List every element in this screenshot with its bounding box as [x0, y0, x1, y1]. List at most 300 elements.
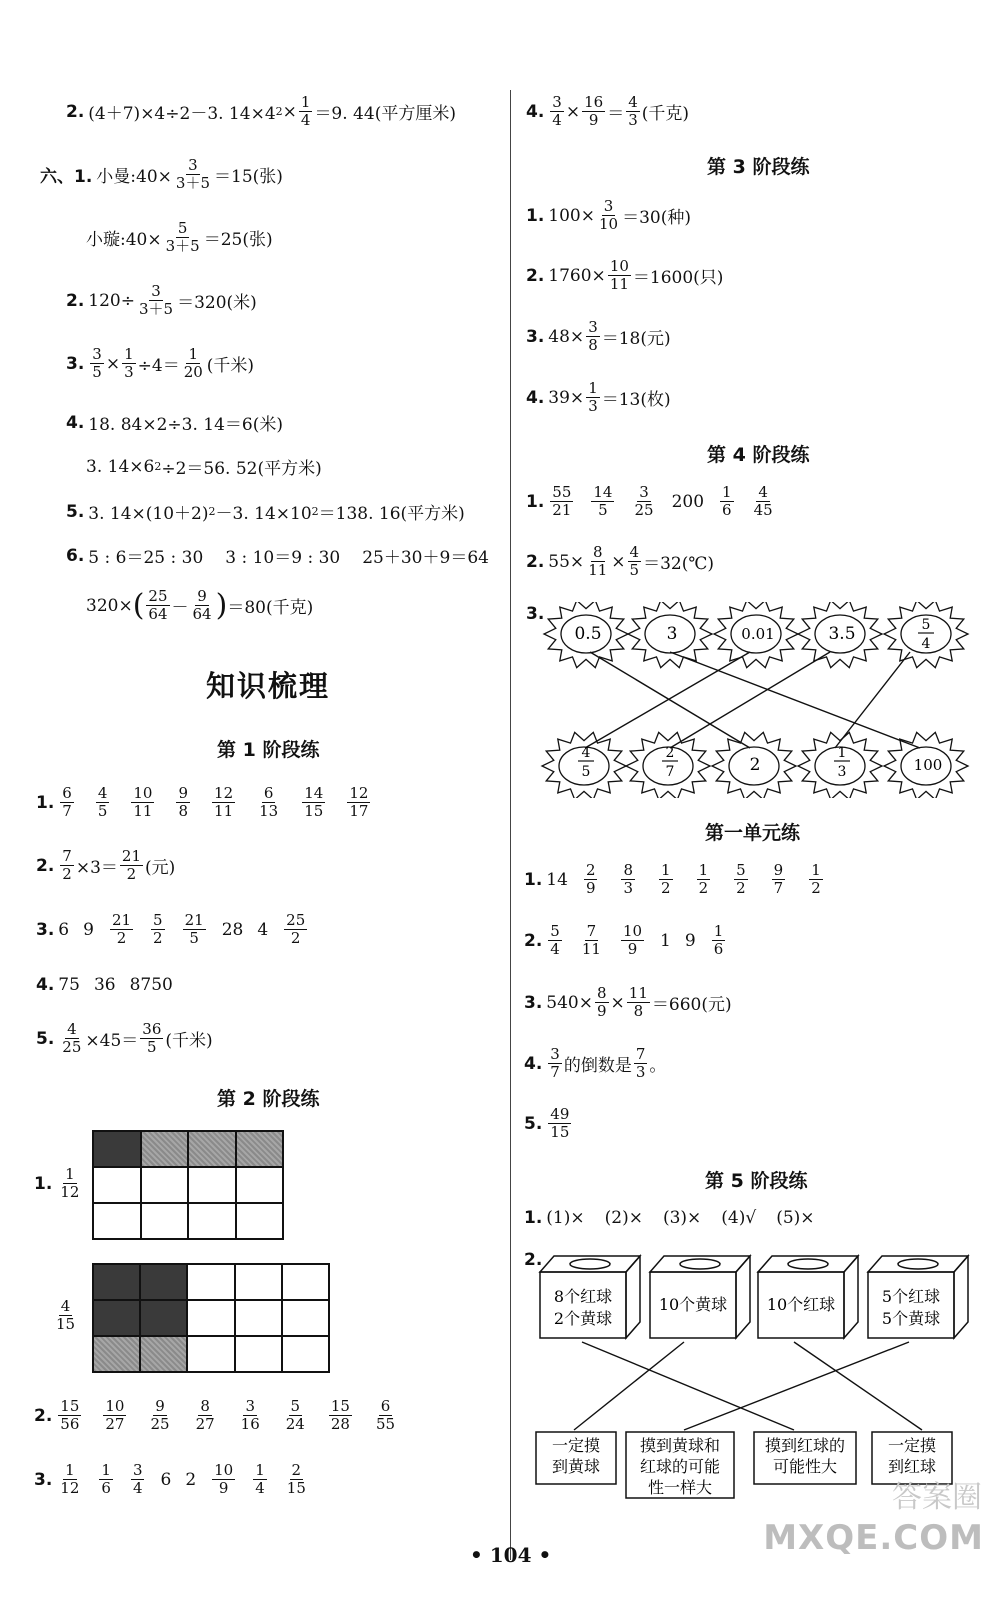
item-number: 5. [524, 1113, 543, 1134]
expr: ＝18(元) [601, 329, 671, 349]
numerator: 1 [65, 1461, 75, 1479]
item-number: 2. [66, 290, 85, 311]
fraction [58, 1398, 81, 1433]
fraction [634, 1046, 648, 1081]
item-number: 2. [34, 1405, 53, 1426]
fraction [734, 862, 748, 897]
denominator: 27 [105, 1415, 125, 1433]
grid-cell [187, 1264, 234, 1300]
fraction [329, 1398, 352, 1433]
grid-cell [282, 1300, 329, 1336]
answer-line [66, 410, 283, 435]
answer-label: 性一样大 [647, 1478, 713, 1497]
denominator: 6 [713, 940, 724, 958]
item-number: 2. [526, 551, 545, 572]
numerator: 7 [62, 847, 72, 865]
fraction [176, 785, 190, 820]
answer-line [526, 319, 671, 354]
fraction-grid-1-12 [92, 1130, 284, 1240]
numerator: 15 [330, 1397, 350, 1415]
numerator: 9 [155, 1397, 165, 1415]
denominator: 4 [132, 1479, 143, 1497]
exponent: 2 [275, 105, 283, 118]
answer-line [34, 1462, 310, 1497]
fraction [182, 346, 205, 381]
answer-line [526, 94, 689, 129]
expr: 的倒数是 [563, 1056, 632, 1076]
numerator: 5 [153, 911, 163, 929]
sun-label: 5 [921, 617, 931, 633]
denominator: 11 [133, 802, 153, 820]
denominator: 4 [255, 1479, 265, 1497]
fraction [151, 912, 165, 947]
box-side [954, 1256, 968, 1338]
page-number: • 104 • [470, 1543, 552, 1567]
fraction [597, 198, 620, 233]
numerator: 4 [628, 93, 638, 111]
numerator: 1 [811, 861, 821, 879]
numerator: 8 [623, 861, 634, 879]
watermark: MXQE.COM [763, 1518, 984, 1558]
watermark-logo: 答案圈 [892, 1480, 982, 1515]
numerator: 3 [588, 318, 598, 336]
answer-label: 到黄球 [551, 1457, 601, 1476]
item-number: 4. [526, 387, 545, 408]
fraction [586, 544, 609, 579]
denominator: 7 [550, 1063, 560, 1081]
answer-line [86, 220, 273, 255]
fraction [582, 94, 605, 129]
grid-cell [93, 1131, 141, 1167]
denominator: 6 [101, 1479, 111, 1497]
expr: 25＋30＋9＝64 [362, 548, 489, 568]
denominator: 9 [218, 1479, 229, 1497]
box-hole [570, 1259, 610, 1269]
fraction [146, 588, 169, 623]
fraction [621, 923, 644, 958]
numerator: 1 [713, 922, 724, 940]
value: 8750 [129, 975, 173, 995]
fraction [131, 1462, 145, 1497]
sun-label: 3 [666, 624, 678, 644]
numerator: 4 [758, 483, 768, 501]
exponent: 2 [311, 505, 319, 518]
grid-cell [93, 1300, 140, 1336]
grid-cell [187, 1300, 234, 1336]
box-label: 10个红球 [766, 1295, 836, 1314]
fraction [809, 862, 823, 897]
denominator: 3＋5 [175, 174, 210, 192]
denominator: 9 [588, 111, 599, 129]
answer-label: 一定摸 [887, 1436, 937, 1455]
judgement-item: (4)√ [721, 1208, 757, 1228]
denominator: 3＋5 [139, 300, 174, 318]
denominator: 17 [349, 802, 369, 820]
fraction [299, 94, 313, 129]
sun-label: 3.5 [828, 624, 856, 644]
sun-label: 7 [665, 764, 675, 780]
fraction [548, 1106, 571, 1141]
numerator: 3 [188, 156, 198, 174]
numerator: 10 [622, 922, 643, 940]
expr: ×3＝ [75, 858, 118, 878]
grid-cell [236, 1167, 284, 1203]
denominator: 4 [300, 111, 311, 129]
grid-cell [187, 1336, 234, 1372]
item-number: 4. [526, 101, 545, 122]
answer-line [66, 543, 489, 568]
expr: ＝320(米) [177, 293, 257, 313]
fraction [720, 484, 734, 519]
sun-label: 2 [749, 755, 761, 775]
item-number: 4. [66, 412, 85, 433]
fraction [595, 985, 609, 1020]
sun-label: 0.01 [741, 625, 775, 643]
numerator: 3 [550, 1045, 560, 1063]
expr: ＝13(枚) [601, 390, 671, 410]
item-number: 5. [36, 1028, 55, 1049]
sun-label: 1 [837, 745, 847, 761]
denominator: 9 [585, 879, 596, 897]
fraction [284, 912, 307, 947]
grid-cell [141, 1167, 189, 1203]
numerator: 5 [177, 219, 188, 237]
box-label: 10个黄球 [658, 1295, 728, 1314]
item-number: 2. [526, 265, 545, 286]
answer-line [526, 544, 714, 579]
expr: × [611, 551, 626, 572]
paren: ) [215, 587, 228, 623]
expr: ＝25(张) [203, 230, 273, 250]
sun-label: 2 [665, 745, 675, 761]
fraction [550, 484, 573, 519]
numerator: 9 [197, 587, 207, 605]
numerator: 10 [133, 784, 153, 802]
expr: ＝30(种) [622, 208, 691, 228]
item-number: 2. [36, 855, 55, 876]
fraction [548, 1046, 562, 1081]
box-hole [680, 1259, 720, 1269]
grid-cell [93, 1336, 140, 1372]
expr: 。 [649, 1056, 667, 1076]
denominator: 15 [550, 1123, 570, 1141]
judgement-list [546, 1208, 814, 1228]
fraction [285, 1462, 308, 1497]
grid-cell [93, 1167, 141, 1203]
answer-line [66, 94, 456, 129]
box-label: 8个红球 [553, 1287, 613, 1306]
numerator: 1 [124, 345, 134, 363]
item-number: 5. [66, 501, 85, 522]
fraction [584, 862, 598, 897]
fraction [137, 283, 175, 318]
answer-line [524, 862, 825, 897]
expr: × [282, 101, 297, 122]
denominator: 25 [150, 1415, 170, 1433]
fraction [148, 1398, 171, 1433]
answer-line [524, 1046, 666, 1081]
grid-cell [140, 1264, 187, 1300]
numerator: 16 [584, 93, 604, 111]
denominator: 11 [581, 940, 601, 958]
numerator: 1 [588, 379, 598, 397]
fraction [99, 1462, 113, 1497]
numerator: 1 [661, 861, 671, 879]
grid-cell [140, 1336, 187, 1372]
numerator: 1 [255, 1461, 265, 1479]
grid-cell [235, 1336, 282, 1372]
expr: (千克) [641, 104, 689, 124]
answer-line [36, 912, 309, 947]
numerator: 1 [188, 345, 199, 363]
box-side [626, 1256, 640, 1338]
fraction [60, 1021, 83, 1056]
item-number: 1. [526, 491, 545, 512]
denominator: 2 [290, 929, 301, 947]
numerator: 4 [67, 1020, 77, 1038]
fraction [122, 346, 136, 381]
numerator: 8 [200, 1397, 210, 1415]
denominator: 15 [56, 1315, 76, 1333]
judgement-item: (5)× [776, 1208, 815, 1228]
numerator: 4 [60, 1297, 71, 1315]
box-side [736, 1256, 750, 1338]
fraction [752, 484, 775, 519]
numerator: 1 [722, 483, 732, 501]
answer-line [66, 346, 254, 381]
numerator: 11 [628, 984, 648, 1002]
value: 9 [684, 930, 696, 951]
answer-line [36, 848, 175, 883]
numerator: 5 [290, 1397, 301, 1415]
denominator: 2 [811, 879, 821, 897]
item-number: 3. [66, 353, 85, 374]
numerator: 36 [142, 1020, 162, 1038]
fraction [60, 785, 74, 820]
numerator: 6 [62, 784, 72, 802]
answer-line [52, 1298, 79, 1333]
grid-cell [236, 1203, 284, 1239]
value: 200 [671, 491, 705, 512]
denominator: 5 [189, 929, 199, 947]
answer-line [66, 499, 465, 524]
numerator: 12 [214, 784, 234, 802]
match-line [582, 1342, 794, 1430]
expr: －3. 14×10 [215, 504, 312, 524]
numerator: 3 [552, 93, 562, 111]
denominator: 64 [148, 605, 168, 623]
fraction [58, 1166, 81, 1201]
expr: ×45＝ [85, 1031, 139, 1051]
box-hole [788, 1259, 828, 1269]
denominator: 9 [597, 1002, 607, 1020]
expr: ＝9. 44(平方厘米) [314, 104, 456, 124]
fraction [347, 785, 370, 820]
fraction [659, 862, 673, 897]
judgement-item: (1)× [546, 1208, 585, 1228]
item-number: 3. [526, 604, 545, 624]
value: 4 [257, 919, 269, 940]
denominator: 16 [240, 1415, 260, 1433]
denominator: 15 [286, 1479, 306, 1497]
judgement-item: (2)× [604, 1208, 643, 1228]
answer-line [526, 484, 777, 519]
box-hole [898, 1259, 938, 1269]
denominator: 2 [126, 865, 137, 883]
numerator: 25 [286, 911, 306, 929]
expr: 3. 14×6 [86, 456, 155, 477]
answer-line [36, 975, 173, 995]
fraction [183, 912, 206, 947]
expr: 小璇:40× [86, 230, 162, 250]
fraction [54, 1298, 77, 1333]
answer-line [524, 923, 727, 958]
fraction [632, 484, 655, 519]
matching-lines [585, 652, 920, 748]
denominator: 2 [736, 879, 746, 897]
answer-line [86, 454, 322, 479]
numerator: 1 [65, 1165, 75, 1183]
denominator: 11 [214, 802, 234, 820]
fraction [120, 848, 143, 883]
match-line [835, 652, 910, 748]
expr: × [610, 992, 625, 1013]
expr: × [105, 353, 121, 374]
fraction-list [58, 785, 372, 820]
fraction [374, 1398, 397, 1433]
item-number: 4. [36, 975, 55, 995]
fraction [586, 319, 600, 354]
matching-lines [574, 1342, 922, 1430]
denominator: 2 [153, 929, 163, 947]
grid-cell [188, 1203, 236, 1239]
expr: ＝138. 16(平方米) [318, 504, 465, 524]
numerator: 14 [304, 784, 324, 802]
section-heading: 第一单元练 [705, 822, 801, 844]
expr: ＝1600(只) [632, 268, 724, 288]
answer-line [526, 380, 671, 415]
grid-cell [236, 1131, 284, 1167]
numerator: 6 [380, 1397, 391, 1415]
denominator: 4 [550, 940, 560, 958]
expr: － [171, 598, 189, 618]
column-divider [510, 90, 511, 1560]
exponent: 2 [208, 505, 216, 518]
denominator: 4 [552, 111, 562, 129]
sun-matching-diagram [540, 602, 976, 798]
grid-cell [188, 1131, 236, 1167]
grid-cell [93, 1264, 140, 1300]
fraction [140, 1021, 163, 1056]
item-number: 1. [36, 792, 55, 813]
sun-label: 3 [837, 764, 847, 780]
item-number: 2. [66, 101, 85, 122]
denominator: 9 [627, 940, 638, 958]
answer-line [524, 1106, 573, 1141]
grid-cell [188, 1167, 236, 1203]
numerator: 2 [585, 861, 596, 879]
numerator: 21 [184, 911, 204, 929]
match-line [670, 652, 920, 748]
denominator: 3 [628, 111, 638, 129]
item-number: 2. [524, 1250, 543, 1270]
grid-cell [235, 1264, 282, 1300]
denominator: 8 [178, 802, 189, 820]
answer-label: 红球的可能 [639, 1457, 721, 1476]
box-label: 5个黄球 [881, 1309, 941, 1328]
fraction [239, 1398, 262, 1433]
fraction-list [56, 1398, 399, 1433]
fraction [621, 862, 635, 897]
fraction [212, 1462, 235, 1497]
answer-line [524, 1208, 815, 1228]
fraction [627, 985, 650, 1020]
expr: 100× [548, 205, 595, 226]
expr: 48× [548, 326, 585, 347]
item-number: 3. [524, 992, 543, 1013]
section-heading: 第 4 阶段练 [707, 444, 810, 466]
numerator: 55 [552, 483, 572, 501]
numerator: 21 [111, 911, 132, 929]
denominator: 3 [635, 1063, 646, 1081]
item-number: 3. [526, 326, 545, 347]
section-heading: 第 3 阶段练 [707, 156, 810, 178]
fraction [212, 785, 235, 820]
fraction [591, 484, 614, 519]
denominator: 25 [62, 1038, 82, 1056]
expr: ＝ [607, 104, 625, 124]
denominator: 10 [599, 215, 619, 233]
denominator: 11 [609, 275, 629, 293]
denominator: 3 [623, 879, 634, 897]
expr: ÷4＝ [137, 356, 180, 376]
numerator: 10 [105, 1397, 125, 1415]
denominator: 3 [588, 397, 598, 415]
numerator: 2 [291, 1461, 302, 1479]
numerator: 3 [151, 282, 161, 300]
denominator: 5 [92, 363, 102, 381]
denominator: 5 [629, 561, 640, 579]
expr: (千米) [206, 356, 255, 376]
numerator: 4 [629, 543, 640, 561]
match-line [670, 652, 830, 748]
numerator: 8 [592, 543, 603, 561]
paren: ( [132, 587, 145, 623]
value: 6 [160, 1469, 172, 1490]
fraction [194, 1398, 217, 1433]
denominator: 45 [753, 501, 773, 519]
numerator: 25 [148, 587, 168, 605]
fraction-grid-4-15 [92, 1263, 330, 1373]
expr: 5 : 6＝25 : 30 [88, 548, 204, 568]
fraction [586, 380, 600, 415]
expr: 18. 84×2÷3. 14＝6(米) [88, 415, 284, 435]
answer-label: 可能性大 [772, 1457, 838, 1476]
denominator: 24 [285, 1415, 305, 1433]
exponent: 2 [154, 460, 162, 473]
grid-cell [235, 1300, 282, 1336]
item-number: 1. [526, 205, 545, 226]
item-number: 1. [524, 869, 543, 890]
expr: 3 : 10＝9 : 30 [225, 548, 341, 568]
numerator: 3 [639, 483, 649, 501]
item-number: 3. [34, 1469, 53, 1490]
section-heading: 第 1 阶段练 [217, 739, 320, 761]
numerator: 1 [300, 93, 311, 111]
denominator: 28 [330, 1415, 350, 1433]
box-side [844, 1256, 858, 1338]
denominator: 3＋5 [165, 237, 200, 255]
